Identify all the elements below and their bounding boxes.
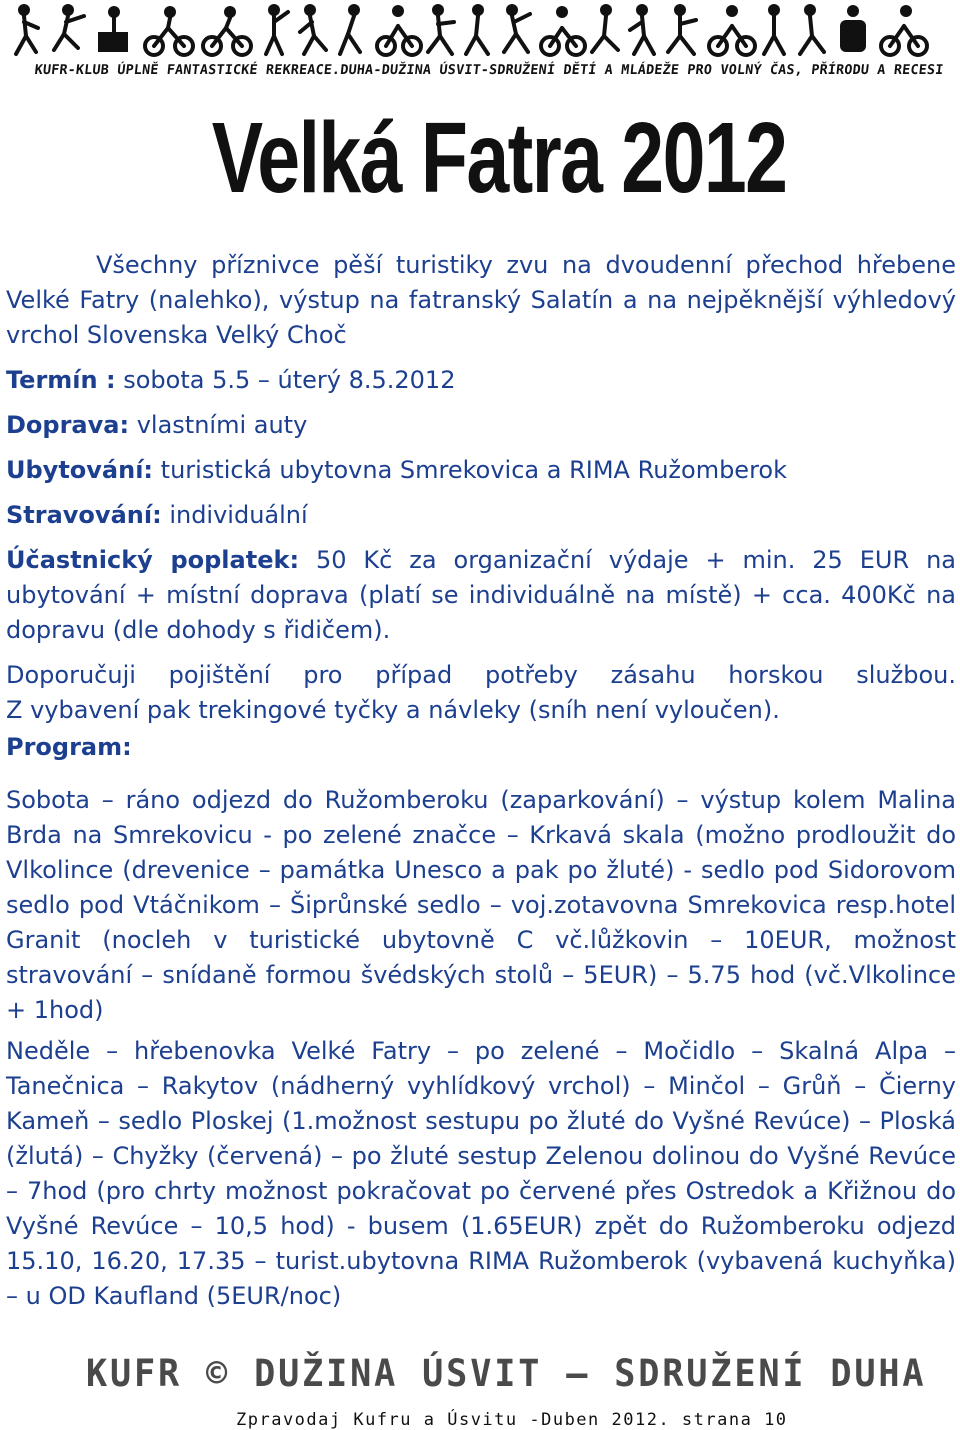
ubytovani-value: turistická ubytovna Smrekovica a RIMA Ružomberok xyxy=(160,456,787,484)
intro-paragraph: Všechny příznivce pěší turistiky zvu na dvoudenní přechod hřebene Velké Fatry (nalehko), výstup na fatranský Salatín a na nejpěknější výhledový vrchol Slovenska Velký Choč xyxy=(6,251,956,349)
doprava-label: Doprava: xyxy=(6,411,130,439)
sports-silhouettes-icon xyxy=(6,2,954,60)
program-nedele: Neděle – hřebenovka Velké Fatry – po zelené – Močidlo – Skalná Alpa – Tanečnica – Rakytov (nádherný vyhlídkový vrchol) – Minčol – Grůň – Čierny Kameň – sedlo Ploskej (1.možnost sestupu po žluté do Vyšné Revúce) – Ploská (žlutá) – Chyžky (červená) – po žluté sestup Zelenou dolinou do Vyšné Revúce – 7hod (pro chrty možnost pokračovat po červené přes Ostredok a Křižnou do Vyšné Revúce – 10,5 hod) - busem (1.65EUR) zpět do Ružomberoku odjezd 15.10, 16.20, 17.35 – turist.ubytovna RIMA Ružomberok (vybavená kuchyňka) – u OD Kaufland (5EUR/noc) xyxy=(6,1037,956,1310)
ubytovani-row xyxy=(6,453,956,488)
termin-row xyxy=(6,363,956,398)
poplatek-row xyxy=(6,543,956,648)
footer-banner xyxy=(86,1352,927,1396)
footer-banner-text: KUFR © DUŽINA ÚSVIT – SDRUŽENÍ DUHA xyxy=(86,1352,927,1395)
club-banner: KUFR-KLUB ÚPLNĚ FANTASTICKÉ REKREACE.DUHA-DUŽINA ÚSVIT-SDRUŽENÍ DĚTÍ A MLÁDEŽE PRO VOLNÝ ČAS, PŘÍRODU A RECESI xyxy=(33,63,945,78)
termin-value: sobota 5.5 – úterý 8.5.2012 xyxy=(123,366,456,394)
page-header xyxy=(0,0,960,95)
doprava-row xyxy=(6,408,956,443)
page-title: Velká Fatra 2012 xyxy=(211,102,787,214)
poplatek-label: Účastnický poplatek: xyxy=(6,546,300,574)
footer-page-info: Zpravodaj Kufru a Úsvitu -Duben 2012. strana 10 xyxy=(236,1410,788,1430)
article-body xyxy=(6,248,956,1314)
stravovani-value: individuální xyxy=(169,501,308,529)
ubytovani-label: Ubytování: xyxy=(6,456,154,484)
program-sobota: Sobota – ráno odjezd do Ružomberoku (zaparkování) – výstup kolem Malina Brda na Smrekovicu - po zelené značce – Krkavá skala (možno prodloužit do Vlkolince (drevenice – památka Unesco a pak po žluté) - sedlo pod Sidorovom sedlo pod Vtáčnikom – Šiprůnské sedlo – voj.zotavovna Smrekovica resp.hotel Granit (nocleh v turistické ubytovně C vč.lůžkovin – 10EUR, možnost stravování – snídaně formou švédských stolů – 5EUR) – 5.75 hod (vč.Vlkolince + 1hod) xyxy=(6,786,956,1024)
doprava-value: vlastními auty xyxy=(136,411,308,439)
program-label: Program: xyxy=(6,733,132,761)
doporuceni-line-2: Z vybavení pak trekingové tyčky a návleky (sníh není vyloučen). xyxy=(6,696,780,724)
termin-label: Termín : xyxy=(6,366,116,394)
stravovani-row xyxy=(6,498,956,533)
doporuceni-line-1: Doporučuji pojištění pro případ potřeby zásahu horskou službou. xyxy=(6,661,956,689)
poplatek-value: 50 Kč za organizační výdaje + min. 25 EUR na ubytování + místní doprava (platí se individuálně na místě) + cca. 400Kč na dopravu (dle dohody s řidičem). xyxy=(6,546,956,644)
stravovani-label: Stravování: xyxy=(6,501,162,529)
